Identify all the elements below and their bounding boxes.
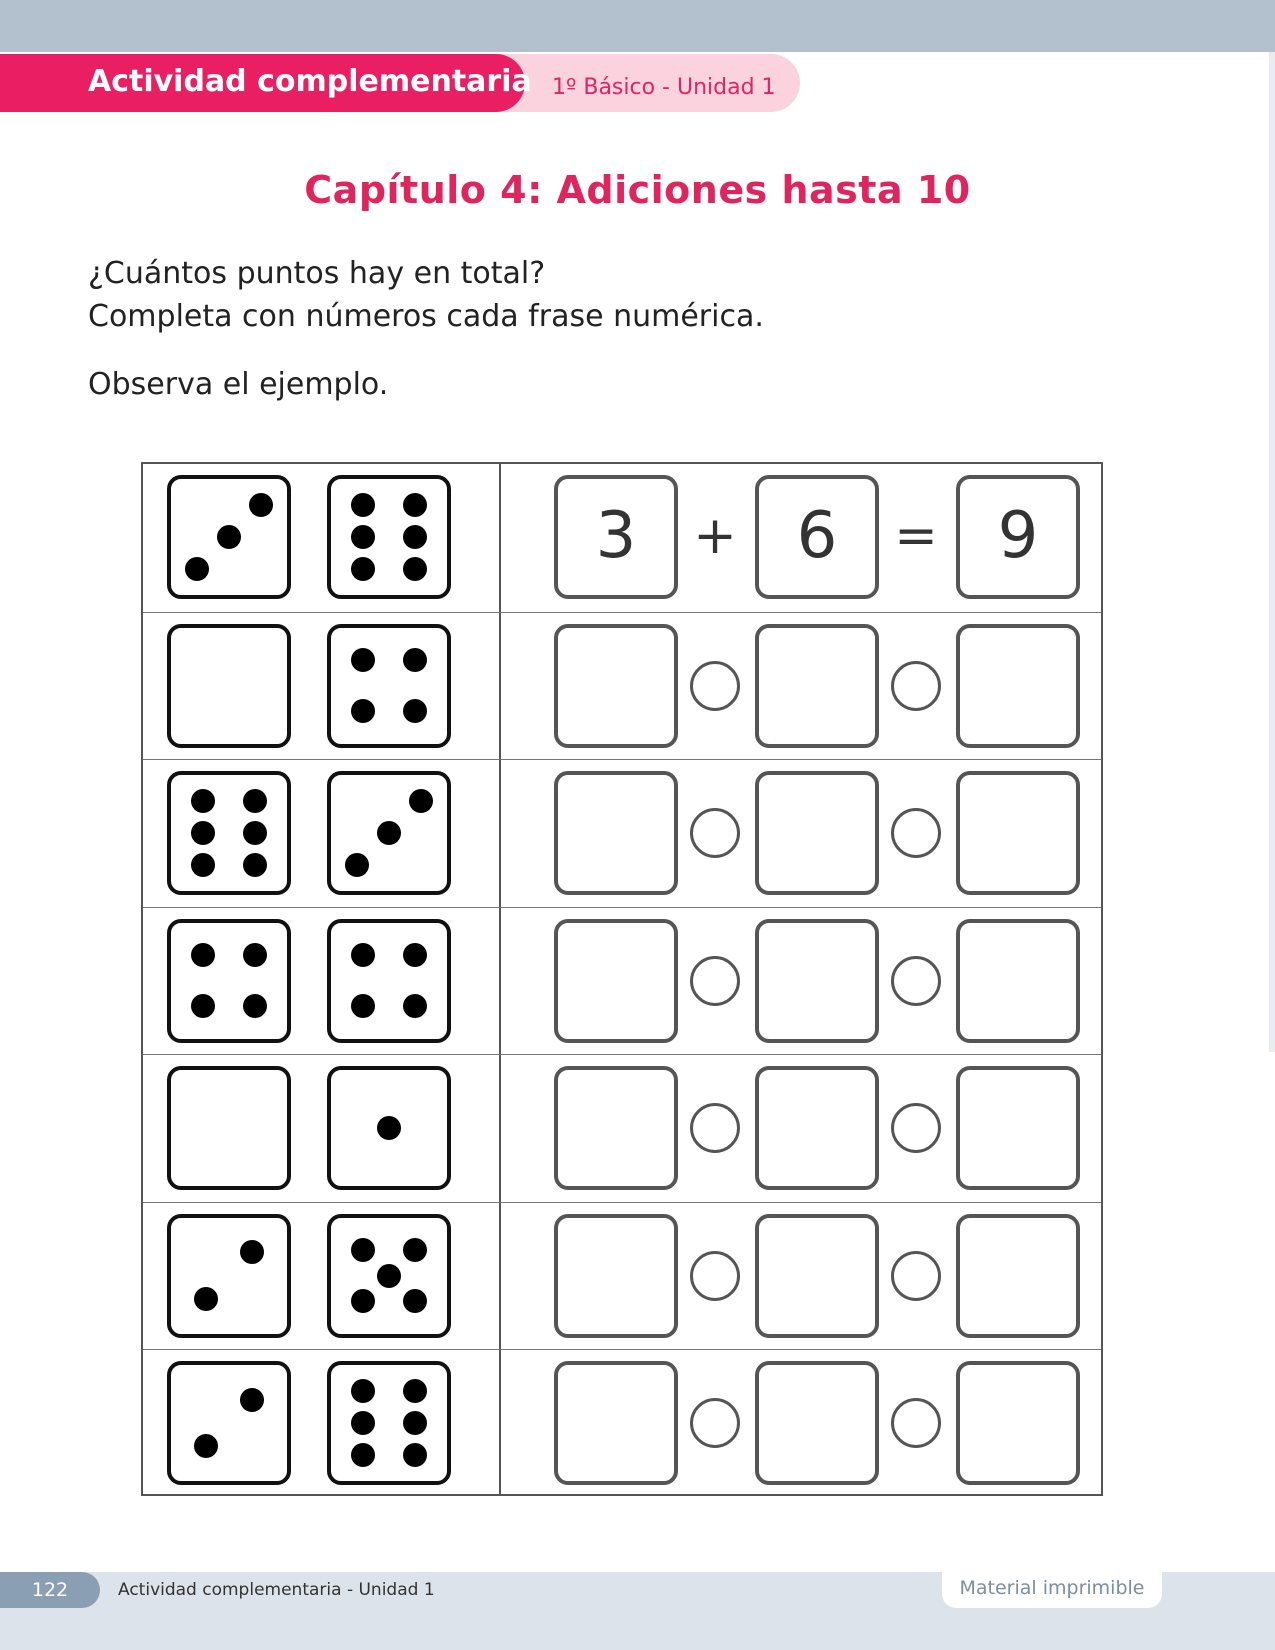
die-left [167,475,291,599]
die-pip [403,1238,427,1262]
second-addend-box[interactable] [755,1361,879,1485]
die-pip [217,525,241,549]
die-pip [191,994,215,1018]
die-pip [377,1264,401,1288]
sum-box[interactable] [956,1361,1080,1485]
sum-box[interactable] [956,624,1080,748]
exercise-row [143,612,1101,760]
die-pip [243,789,267,813]
die-left [167,771,291,895]
die-left [167,1214,291,1338]
exercise-grid [141,462,1103,1496]
first-addend-box: 3 [554,475,678,599]
die-pip [243,943,267,967]
die-pip [243,821,267,845]
example-row [143,464,1101,612]
first-addend-box[interactable] [554,1361,678,1485]
die-right [327,1066,451,1190]
die-pip [351,1379,375,1403]
operator-circle[interactable] [690,1103,740,1153]
second-addend-box[interactable] [755,771,879,895]
operator-circle[interactable] [891,1251,941,1301]
die-pip [351,943,375,967]
footer-label: Actividad complementaria - Unidad 1 [118,1580,435,1600]
operator-circle[interactable] [690,1398,740,1448]
die-pip [243,994,267,1018]
operator-circle[interactable] [690,956,740,1006]
exercise-row [143,907,1101,1055]
operator-circle[interactable] [891,956,941,1006]
die-pip [403,1289,427,1313]
first-addend-box[interactable] [554,919,678,1043]
first-addend-box[interactable] [554,1066,678,1190]
die-right [327,771,451,895]
die-right [327,919,451,1043]
die-pip [194,1287,218,1311]
footer-printable-tag: Material imprimible [942,1568,1162,1608]
die-left [167,919,291,1043]
die-right [327,624,451,748]
exercise-row [143,759,1101,907]
die-pip [194,1434,218,1458]
operator-circle[interactable] [891,1398,941,1448]
die-pip [351,994,375,1018]
die-pip [403,525,427,549]
die-pip [191,943,215,967]
exercise-row [143,1202,1101,1350]
sum-box: 9 [956,475,1080,599]
die-pip [377,1116,401,1140]
top-color-strip [0,0,1275,52]
page-number: 122 [0,1572,100,1608]
instruction-example: Observa el ejemplo. [88,367,389,402]
die-pip [351,525,375,549]
second-addend-box[interactable] [755,919,879,1043]
exercise-row [143,1054,1101,1202]
die-pip [403,1411,427,1435]
die-pip [345,853,369,877]
die-pip [351,1443,375,1467]
second-addend-box: 6 [755,475,879,599]
die-pip [351,1238,375,1262]
operator-circle[interactable] [690,1251,740,1301]
header-title: Actividad complementaria [88,64,532,99]
die-pip [351,1289,375,1313]
die-pip [191,853,215,877]
die-pip [403,1379,427,1403]
die-pip [403,557,427,581]
die-left [167,1361,291,1485]
die-pip [403,493,427,517]
exercise-row [143,1349,1101,1497]
die-pip [377,821,401,845]
second-addend-box[interactable] [755,624,879,748]
die-pip [191,789,215,813]
die-pip [240,1240,264,1264]
die-pip [243,853,267,877]
chapter-title: Capítulo 4: Adiciones hasta 10 [304,168,971,212]
die-right [327,1361,451,1485]
equals-sign: = [894,506,938,566]
die-pip [351,493,375,517]
die-pip [403,943,427,967]
operator-circle[interactable] [690,808,740,858]
sum-box[interactable] [956,1066,1080,1190]
operator-circle[interactable] [891,661,941,711]
die-pip [403,994,427,1018]
die-pip [351,557,375,581]
first-addend-box[interactable] [554,771,678,895]
die-left [167,624,291,748]
die-left [167,1066,291,1190]
operator-circle[interactable] [690,661,740,711]
operator-circle[interactable] [891,1103,941,1153]
die-pip [403,1443,427,1467]
header-subtitle: 1º Básico - Unidad 1 [552,75,776,100]
sum-box[interactable] [956,1214,1080,1338]
second-addend-box[interactable] [755,1214,879,1338]
operator-circle[interactable] [891,808,941,858]
sum-box[interactable] [956,919,1080,1043]
instruction-question: ¿Cuántos puntos hay en total? [88,256,546,291]
sum-box[interactable] [956,771,1080,895]
die-right [327,1214,451,1338]
die-pip [351,1411,375,1435]
die-pip [403,648,427,672]
second-addend-box[interactable] [755,1066,879,1190]
first-addend-box[interactable] [554,624,678,748]
die-pip [351,648,375,672]
die-pip [185,557,209,581]
instruction-complete: Completa con números cada frase numérica. [88,299,764,334]
die-pip [249,493,273,517]
die-pip [351,699,375,723]
die-pip [191,821,215,845]
first-addend-box[interactable] [554,1214,678,1338]
die-pip [240,1388,264,1412]
plus-sign: + [693,506,737,566]
die-pip [403,699,427,723]
die-pip [409,789,433,813]
die-right [327,475,451,599]
